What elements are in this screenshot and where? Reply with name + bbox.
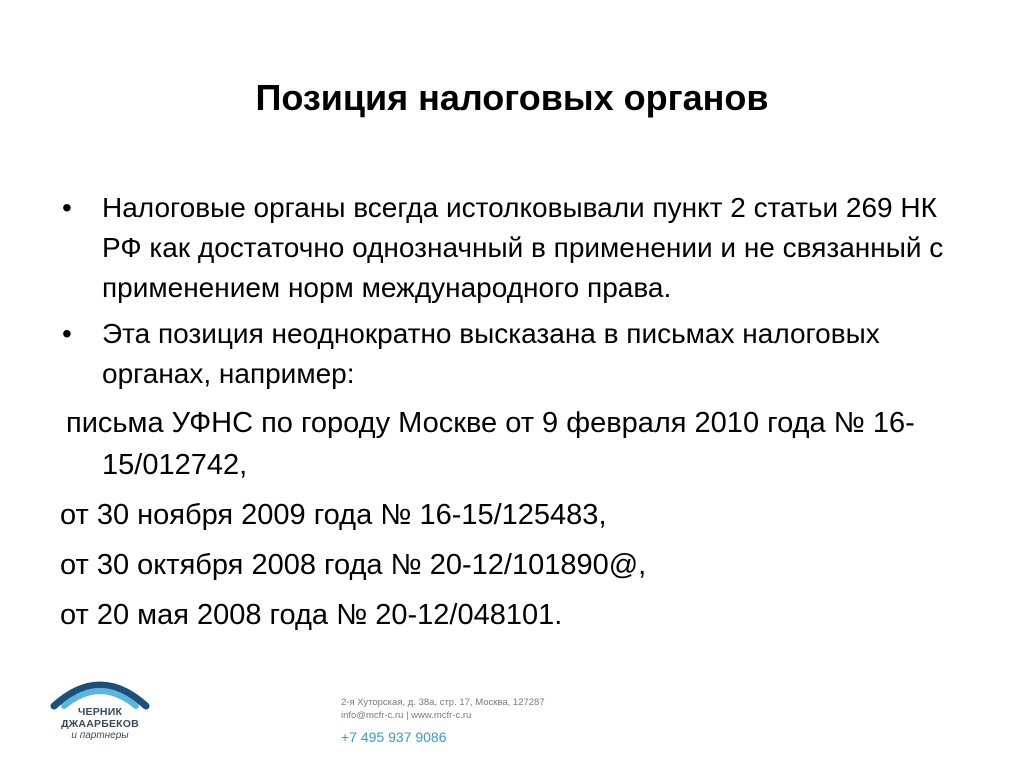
logo-line1: ЧЕРНИК bbox=[77, 706, 123, 718]
footer-address: 2-я Хуторская, д. 38а, стр. 17, Москва, 127287 bbox=[341, 697, 545, 708]
logo-subtitle: и партнеры bbox=[71, 730, 129, 741]
bullet-text: Налоговые органы всегда истолковывали пункт 2 статьи 269 НК РФ как достаточно однозначный в применении и не связанный с применением норм международного права. bbox=[102, 192, 944, 303]
slide-content bbox=[60, 188, 960, 636]
logo-arc-icon bbox=[50, 670, 150, 710]
reference-line: письма УФНС по городу Москве от 9 февраля 2010 года № 16-15/012742, bbox=[66, 407, 915, 481]
bullet-item bbox=[60, 314, 960, 394]
reference-line: от 20 мая 2008 года № 20-12/048101. bbox=[60, 599, 563, 631]
bullet-item bbox=[60, 188, 960, 308]
company-logo bbox=[50, 670, 150, 750]
logo-line2: ДЖААРБЕКОВ bbox=[61, 718, 139, 730]
bullet-mark: • bbox=[62, 192, 72, 223]
footer-contacts: info@mcfr-c.ru | www.mcfr-c.ru bbox=[341, 710, 472, 721]
footer-contact-info bbox=[341, 696, 545, 722]
footer-phone: +7 495 937 9086 bbox=[341, 729, 447, 745]
bullet-mark: • bbox=[62, 318, 72, 349]
reference-line: от 30 октября 2008 года № 20-12/101890@, bbox=[60, 549, 647, 581]
logo-name bbox=[50, 706, 150, 730]
slide-title: Позиция налоговых органов bbox=[255, 77, 769, 118]
bullet-text: Эта позиция неоднократно высказана в письмах налоговых органах, например: bbox=[102, 318, 880, 389]
reference-line: от 30 ноября 2009 года № 16-15/125483, bbox=[60, 499, 607, 531]
